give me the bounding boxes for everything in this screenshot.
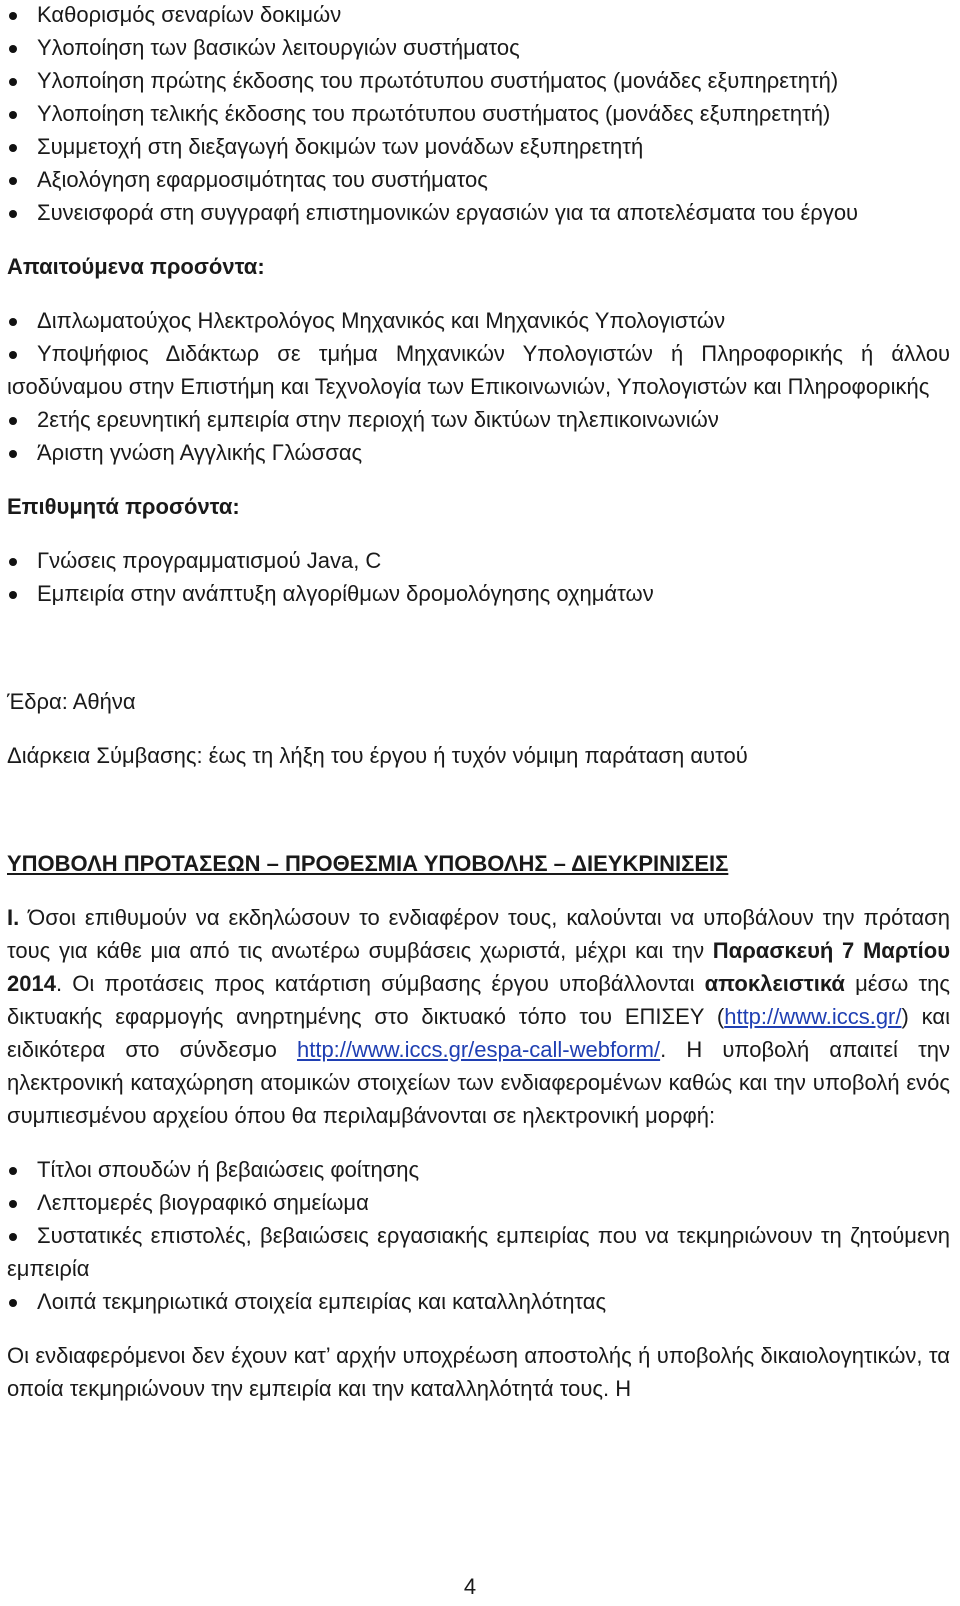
list-item: Υλοποίηση τελικής έκδοσης του πρωτότυπου συστήματος (μονάδες εξυπηρετητή) bbox=[7, 97, 950, 130]
list-item: 2ετής ερευνητική εμπειρία στην περιοχή των δικτύων τηλεπικοινωνιών bbox=[7, 403, 950, 436]
list-item: Εμπειρία στην ανάπτυξη αλγορίθμων δρομολόγησης οχημάτων bbox=[7, 577, 950, 610]
list-item: Συμμετοχή στη διεξαγωγή δοκιμών των μονάδων εξυπηρετητή bbox=[7, 130, 950, 163]
list-item: Τίτλοι σπουδών ή βεβαιώσεις φοίτησης bbox=[7, 1153, 950, 1186]
desired-qualifications-heading: Επιθυμητά προσόντα: bbox=[7, 494, 240, 519]
list-item: Διπλωματούχος Ηλεκτρολόγος Μηχανικός και Μηχανικός Υπολογιστών bbox=[7, 304, 950, 337]
submission-heading: ΥΠΟΒΟΛΗ ΠΡΟΤΑΣΕΩΝ – ΠΡΟΘΕΣΜΙΑ ΥΠΟΒΟΛΗΣ – ΔΙΕΥΚΡΙΝΙΣΕΙΣ bbox=[7, 851, 729, 876]
list-item: Υλοποίηση των βασικών λειτουργιών συστήματος bbox=[7, 31, 950, 64]
required-qualifications-list bbox=[7, 304, 950, 469]
list-item: Υποψήφιος Διδάκτωρ σε τμήμα Μηχανικών Υπολογιστών ή Πληροφορικής ή άλλου ισοδύναμου στην Επιστήμη και Τεχνολογία των Επικοινωνιών, Υπολογιστών και Πληροφορικής bbox=[7, 337, 950, 403]
list-item: Καθορισμός σεναρίων δοκιμών bbox=[7, 0, 950, 31]
list-item: Συστατικές επιστολές, βεβαιώσεις εργασιακής εμπειρίας που να τεκμηριώνουν τη ζητούμενη εμπειρία bbox=[7, 1219, 950, 1285]
location-text: Έδρα: Αθήνα bbox=[7, 689, 136, 714]
deadline-text: Παρασκευή 7 Μαρτίου 2014 bbox=[7, 938, 951, 996]
contract-duration-text: Διάρκεια Σύμβασης: έως τη λήξη του έργου ή τυχόν νόμιμη παράταση αυτού bbox=[7, 743, 748, 768]
required-qualifications-heading: Απαιτούμενα προσόντα: bbox=[7, 254, 265, 279]
list-item: Υλοποίηση πρώτης έκδοσης του πρωτότυπου συστήματος (μονάδες εξυπηρετητή) bbox=[7, 64, 950, 97]
espa-webform-link[interactable]: http://www.iccs.gr/espa-call-webform/ bbox=[296, 1037, 661, 1062]
paragraph-text: Όσοι επιθυμούν να εκδηλώσουν το ενδιαφέρον τους, καλούνται να υποβάλουν την πρόταση τους για κάθε μια από τις ανωτέρω συμβάσεις χωριστά, μέχρι και την bbox=[7, 905, 950, 963]
paragraph-marker: Ι. bbox=[7, 905, 20, 930]
paragraph-text: ) και ειδικότερα στο σύνδεσμο bbox=[7, 1004, 951, 1062]
list-item: Συνεισφορά στη συγγραφή επιστημονικών εργασιών για τα αποτελέσματα του έργου bbox=[7, 196, 950, 229]
paragraph-text: . Οι προτάσεις προς κατάρτιση σύμβασης έργου υποβάλλονται bbox=[55, 971, 705, 996]
list-item: Λεπτομερές βιογραφικό σημείωμα bbox=[7, 1186, 950, 1219]
paragraph-text: μέσω της δικτυακής εφαρμογής ανηρτημένης στο δικτυακό τόπο του ΕΠΙΣΕΥ ( bbox=[7, 971, 950, 1029]
list-item: Γνώσεις προγραμματισμού Java, C bbox=[7, 544, 950, 577]
task-list bbox=[7, 0, 950, 229]
page-number: 4 bbox=[463, 1574, 477, 1599]
paragraph-text: . Η υποβολή απαιτεί την ηλεκτρονική καταχώρηση ατομικών στοιχείων των ενδιαφερομένων καθώς και την υποβολή ενός συμπιεσμένου αρχείου όπου θα περιλαμβάνονται σε ηλεκτρονική μορφή: bbox=[7, 1037, 950, 1128]
closing-paragraph: Οι ενδιαφερόμενοι δεν έχουν κατ’ αρχήν υποχρέωση αποστολής ή υποβολής δικαιολογητικών, τα οποία τεκμηριώνουν την εμπειρία και την καταλληλότητά τους. Η bbox=[7, 1343, 950, 1401]
submission-documents-list bbox=[7, 1153, 950, 1318]
iccs-homepage-link[interactable]: http://www.iccs.gr/ bbox=[724, 1004, 902, 1029]
document-content bbox=[7, 0, 950, 1405]
desired-qualifications-list bbox=[7, 544, 950, 610]
list-item: Λοιπά τεκμηριωτικά στοιχεία εμπειρίας και καταλληλότητας bbox=[7, 1285, 950, 1318]
exclusively-text: αποκλειστικά bbox=[704, 971, 845, 996]
submission-paragraph bbox=[7, 901, 950, 1132]
list-item: Άριστη γνώση Αγγλικής Γλώσσας bbox=[7, 436, 950, 469]
list-item: Αξιολόγηση εφαρμοσιμότητας του συστήματος bbox=[7, 163, 950, 196]
